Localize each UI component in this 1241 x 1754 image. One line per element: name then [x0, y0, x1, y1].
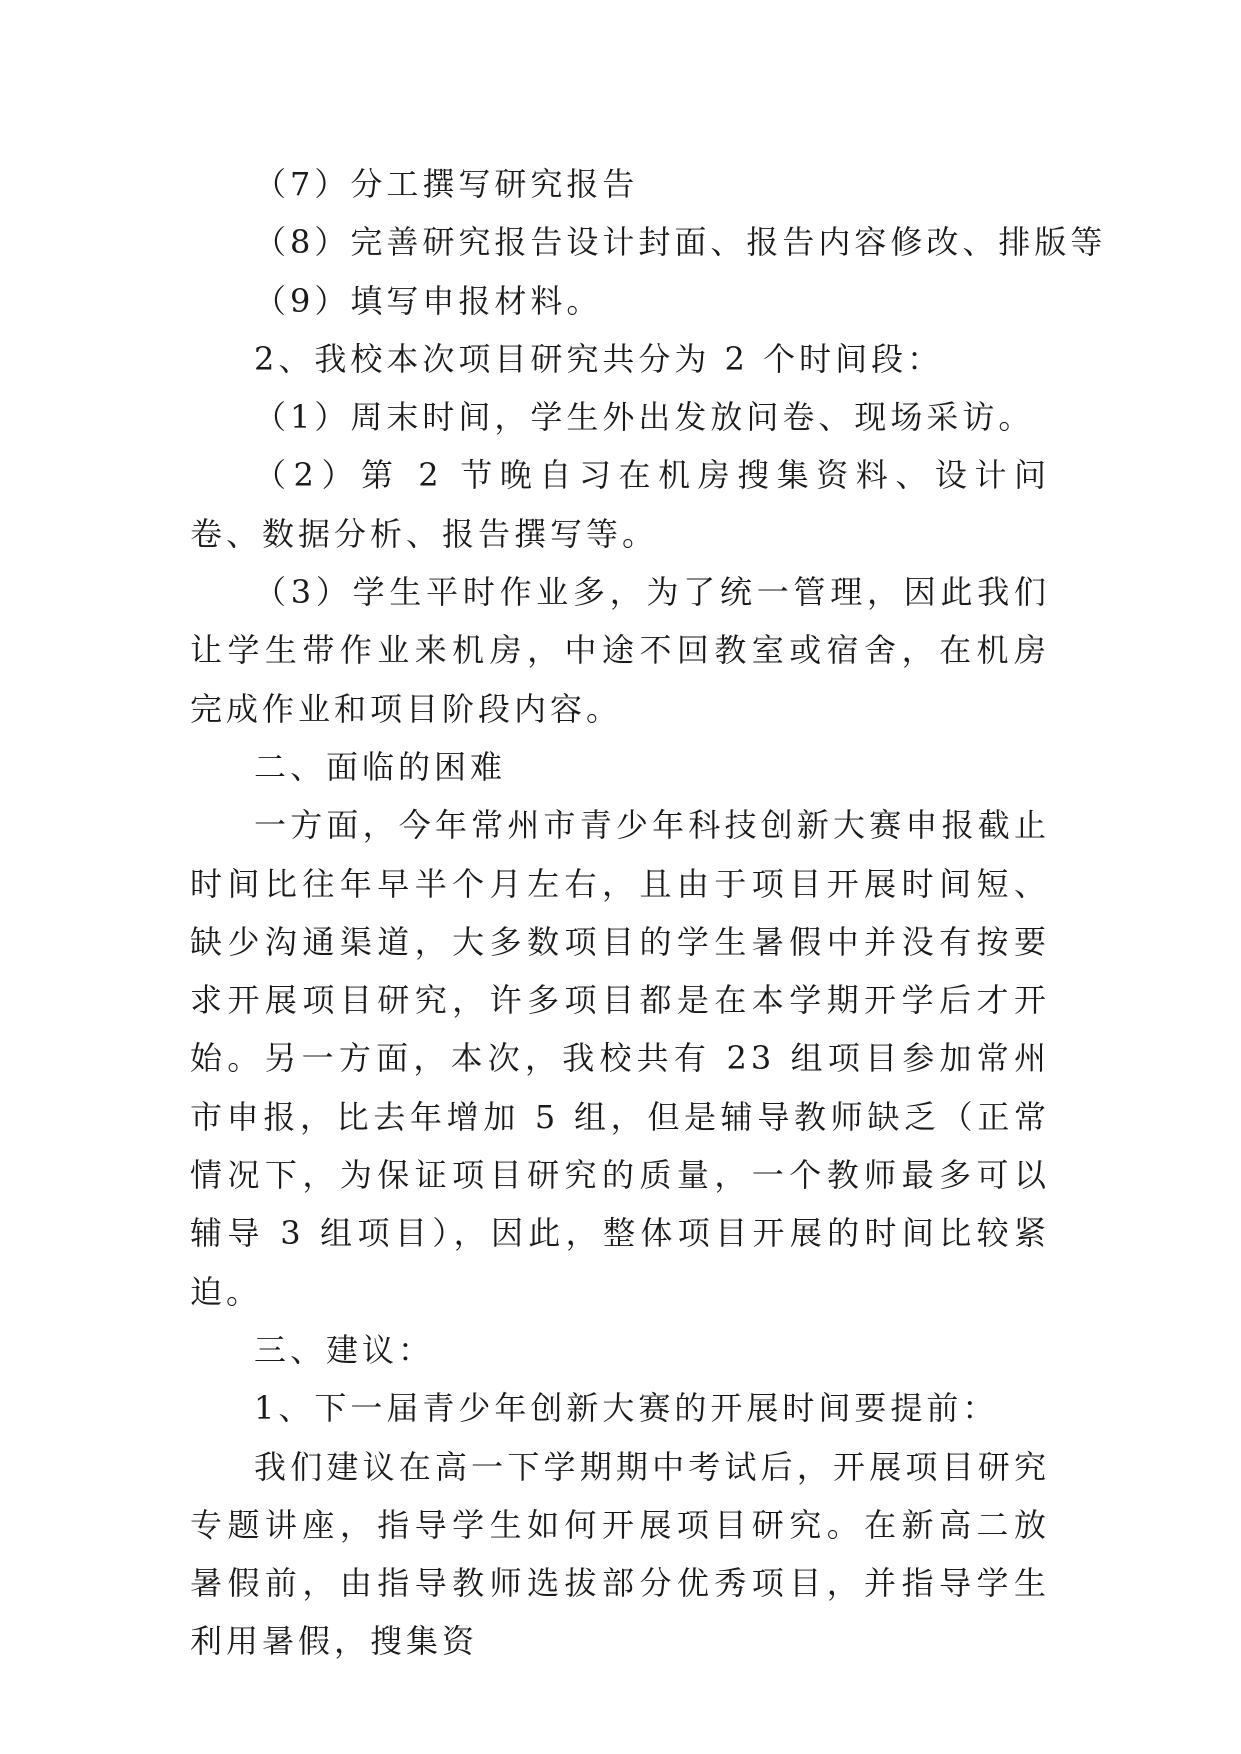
document-body	[190, 155, 1107, 1671]
time-period-1-text: （1）周末时间，学生外出发放问卷、现场采访。	[254, 398, 1035, 437]
section-suggestions-heading: 三、建议：	[254, 1330, 435, 1369]
step-8-text: （8）完善研究报告设计封面、报告内容修改、排版等	[254, 223, 1107, 262]
time-period-3-text: （3）学生平时作业多，为了统一管理，因此我们让学生带作业来机房，中途不回教室或宿舍，在机房完成作业和项目阶段内容。	[190, 573, 1050, 728]
time-period-2-text: （2）第 2 节晚自习在机房搜集资料、设计问卷、数据分析、报告撰写等。	[190, 456, 1050, 553]
time-periods-heading: 2、我校本次项目研究共分为 2 个时间段：	[254, 339, 944, 378]
suggestion-1-heading: 1、下一届青少年创新大赛的开展时间要提前：	[254, 1389, 999, 1428]
step-9-text: （9）填写申报材料。	[254, 281, 603, 320]
section-difficulties-heading: 二、面临的困难	[254, 747, 507, 786]
difficulties-paragraph: 一方面，今年常州市青少年科技创新大赛申报截止时间比往年早半个月左右，且由于项目开展时间短、缺少沟通渠道，大多数项目的学生暑假中并没有按要求开展项目研究，许多项目都是在本学期开学后才开始。另一方面，本次，我校共有 23 组项目参加常州市申报，比去年增加 5 组，但是辅导教师缺乏（正常情况下，为保证项目研究的质量，一个教师最多可以辅导 3 组项目），因此，整体项目开展的时间比较紧迫。	[190, 806, 1050, 1311]
suggestion-1-paragraph: 我们建议在高一下学期期中考试后，开展项目研究专题讲座，指导学生如何开展项目研究。在新高二放暑假前，由指导教师选拔部分优秀项目，并指导学生利用暑假，搜集资	[190, 1447, 1050, 1661]
step-7-text: （7）分工撰写研究报告	[254, 165, 639, 203]
